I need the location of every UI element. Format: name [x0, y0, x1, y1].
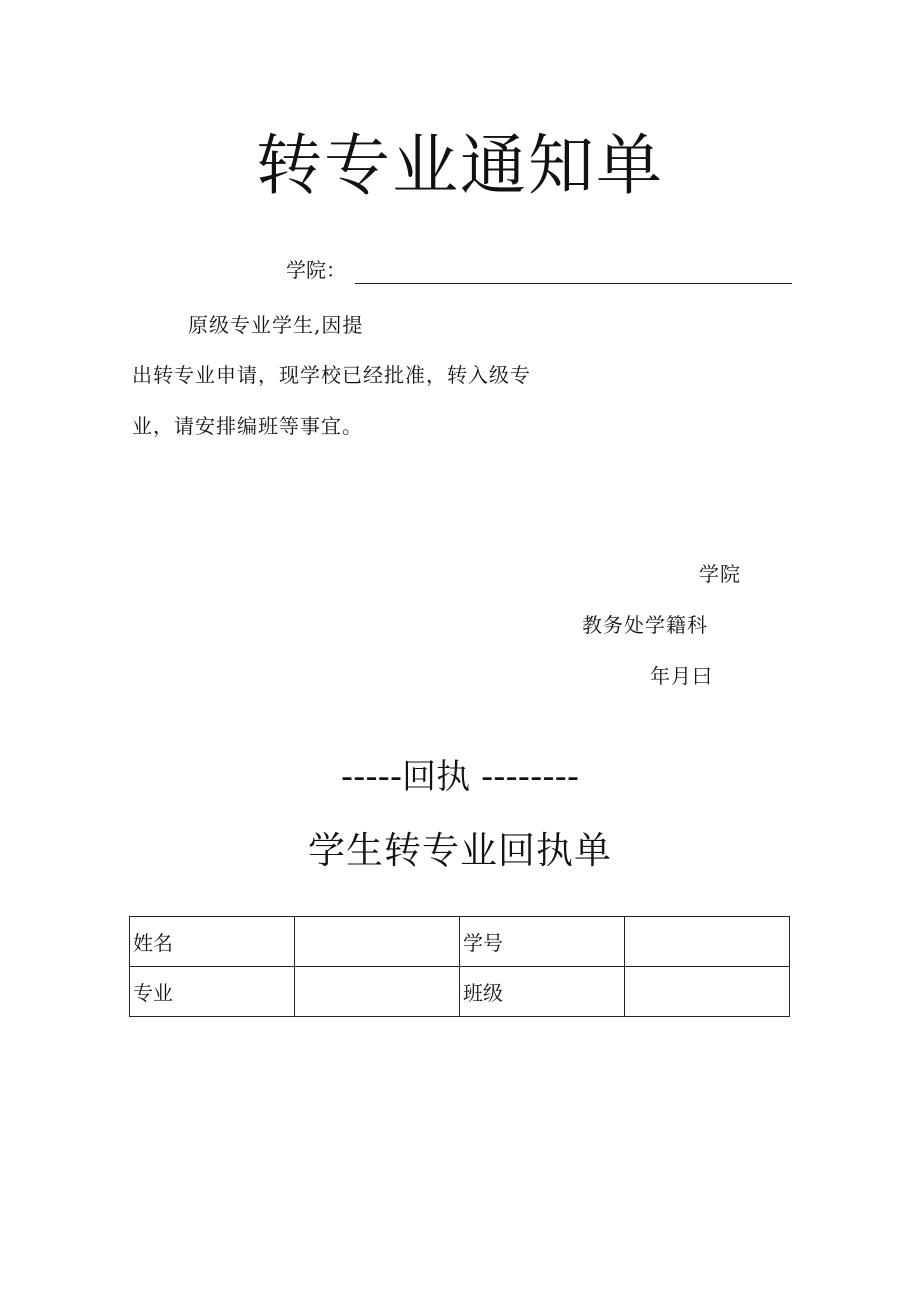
name-value-cell[interactable] [295, 917, 460, 967]
signature-date: 年月曰 [650, 664, 713, 688]
class-label-cell: 班级 [460, 967, 625, 1017]
receipt-divider: -----回执 -------- [340, 757, 580, 797]
notice-body-line-3: 业，请安排编班等事宜。 [132, 414, 363, 438]
college-label: 学院： [286, 258, 346, 282]
signature-office: 教务处学籍科 [582, 613, 708, 637]
receipt-table [129, 916, 790, 1017]
notice-body-line-1: 原级专业学生,因提 [188, 313, 364, 337]
table-row [130, 917, 790, 967]
college-fill-line [355, 283, 792, 284]
notice-title: 转专业通知单 [256, 127, 664, 204]
table-row [130, 967, 790, 1017]
receipt-title: 学生转专业回执单 [308, 829, 612, 872]
signature-college: 学院 [699, 562, 741, 586]
class-value-cell[interactable] [625, 967, 790, 1017]
student-id-value-cell[interactable] [625, 917, 790, 967]
notice-body-line-2: 出转专业申请，现学校已经批准，转入级专 [132, 363, 531, 387]
major-label-cell: 专业 [130, 967, 295, 1017]
student-id-label-cell: 学号 [460, 917, 625, 967]
name-label-cell: 姓名 [130, 917, 295, 967]
major-value-cell[interactable] [295, 967, 460, 1017]
